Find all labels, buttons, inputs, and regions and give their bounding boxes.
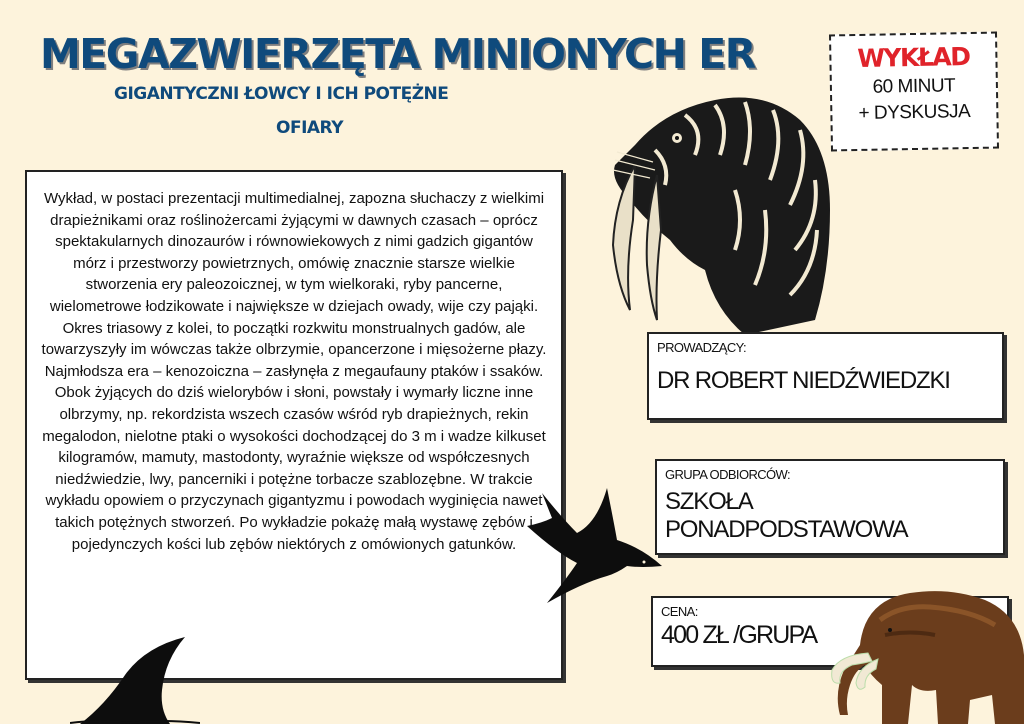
description-box <box>25 170 563 680</box>
mammoth-illustration <box>820 575 1024 724</box>
price-label: CENA: <box>661 604 698 619</box>
audience-box <box>655 459 1005 555</box>
presenter-label: PROWADZĄCY: <box>657 340 746 355</box>
subtitle-line-1: GIGANTYCZNI ŁOWCY I ICH POTĘŻNE <box>114 84 449 104</box>
saber-tooth-tiger-illustration <box>595 70 835 340</box>
audience-label: GRUPA ODBIORCÓW: <box>665 467 790 482</box>
lecture-tag <box>829 32 999 152</box>
description-text: Wykład, w postaci prezentacji multimedialnej, zapozna słuchaczy z wielkimi drapieżnikami oraz roślinożercami żyjącymi w dawnych czasach – oprócz spektakularnych dinozaurów i równowiekowych z nimi gadzich gigantów mórz i przestworzy powietrznych, omówię znacznie starsze wielkie stworzenia ery paleozoicznej, w tym wielkoraki, ryby pancerne, wielometrowe łodzikowate i największe w dziejach owady, wije czy pająki. Okres triasowy z kolei, to początki rozkwitu monstrualnych gadów, ale towarzyszyły im wówczas także olbrzymie, opancerzone i mięsożerne płazy. Najmłodsza era – kenozoiczna – zasłynęła z megaufauny ptaków i ssaków. Obok żyjących do dziś wielorybów i słoni, powstały i wymarły liczne inne olbrzymy, np. rekordzista wszech czasów wśród ryb drapieżnych, rekin megalodon, nielotne ptaki o wysokości dochodzącej do 3 m i wadze kilkuset kilogramów, mamuty, mastodonty, wyraźnie większe od współczesnych niedźwiedzie, lwy, pancerniki i potężne torbacze szablozębne. W trakcie wykładu opowiem o przyczynach gigantyzmu i powodach wyginięcia nawet takich potężnych stworzeń. Po wykładzie pokażę małą wystawę zębów i pojedynczych kości lub zębów niektórych z omówionych gatunków. <box>41 190 547 553</box>
lecture-duration: 60 MINUT <box>872 75 956 98</box>
audience-value-line-1: SZKOŁA <box>665 488 753 515</box>
shark-fin-icon <box>70 635 200 724</box>
lecture-extra: + DYSKUSJA <box>858 101 971 124</box>
presenter-name: DR ROBERT NIEDŹWIEDZKI <box>657 367 950 394</box>
audience-value-line-2: PONADPODSTAWOWA <box>665 516 908 543</box>
lecture-type: WYKŁAD <box>857 42 970 73</box>
shark-silhouette-icon <box>522 478 672 604</box>
page-title: MEGAZWIERZĘTA MINIONYCH ER <box>40 30 755 78</box>
price-value: 400 ZŁ /GRUPA <box>661 621 817 649</box>
presenter-box <box>647 332 1004 420</box>
subtitle-line-2: OFIARY <box>276 118 344 138</box>
